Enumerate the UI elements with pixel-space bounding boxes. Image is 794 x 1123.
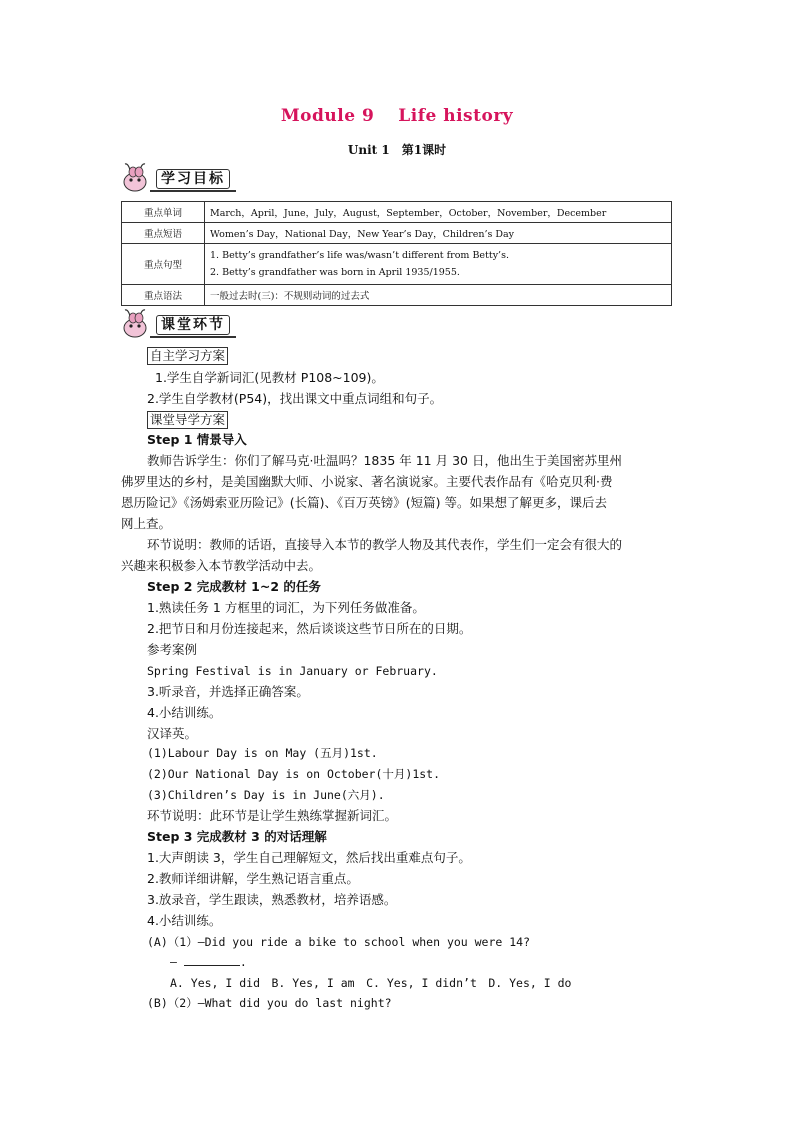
step-2-item-3: 3.听录音，并选择正确答案。 (147, 684, 309, 699)
step-2-note: 环节说明：此环节是让学生熟练掌握新词汇。 (147, 808, 398, 823)
self-study-item-2: 2.学生自学教材(P54)，找出课文中重点词组和句子。 (147, 391, 443, 406)
mascot-icon (120, 160, 150, 192)
step-2-item-4: 4.小结训练。 (147, 705, 222, 720)
guided-learning-plan-box: 课堂导学方案 (147, 411, 228, 429)
step-2-item-1: 1.熟读任务 1 方框里的词汇，为下列任务做准备。 (147, 600, 425, 615)
mascot-icon (120, 306, 150, 338)
self-study-item-1: 1.学生自学新词汇(见教材 P108~109)。 (155, 370, 384, 385)
class-session-label: 课堂环节 (150, 314, 236, 338)
learning-goals-table (121, 201, 672, 306)
step-2-reference-label: 参考案例 (147, 642, 198, 657)
step-3-item-4: 4.小结训练。 (147, 913, 222, 928)
goal-key: 重点单词 (122, 202, 205, 223)
page-title: Module 9 Life history (280, 106, 514, 126)
step-3-item-2: 2.教师详细讲解，学生熟记语言重点。 (147, 871, 359, 886)
answer-blank (184, 954, 240, 966)
step-3-item-3: 3.放录音，学生跟读，熟悉教材，培养语感。 (147, 892, 397, 907)
goal-key: 重点短语 (122, 223, 205, 244)
step-2-translate-label: 汉译英。 (147, 726, 198, 741)
table-row (122, 202, 672, 223)
exercise-a-question: (A)（1）—Did you ride a bike to school when you were 14? (147, 935, 531, 949)
step-3-item-1: 1.大声朗读 3，学生自己理解短文，然后找出重难点句子。 (147, 850, 471, 865)
step-1-paragraph-line-2: 佛罗里达的乡村，是美国幽默大师、小说家、著名演说家。主要代表作品有《哈克贝利·费 (121, 474, 613, 489)
table-row (122, 223, 672, 244)
class-session-badge (120, 310, 236, 338)
learning-goals-label: 学习目标 (150, 168, 236, 192)
table-row (122, 244, 672, 285)
sentence-pattern-2: 2. Betty’s grandfather was born in April 1935/1955. (210, 267, 460, 278)
sentence-pattern-1: 1. Betty’s grandfather’s life was/wasn’t different from Betty’s. (210, 250, 509, 261)
exercise-a-options: A. Yes, I did B. Yes, I am C. Yes, I didn’t D. Yes, I do (170, 976, 572, 990)
step-1-paragraph-line-1: 教师告诉学生：你们了解马克·吐温吗？1835 年 11 月 30 日，他出生于美国密苏里州 (147, 453, 622, 468)
goal-key: 重点语法 (122, 285, 205, 306)
learning-goals-badge (120, 164, 236, 192)
table-row (122, 285, 672, 306)
exercise-a-answer-line: — . (170, 955, 247, 969)
step-1-note-line-1: 环节说明：教师的话语，直接导入本节的教学人物及其代表作，学生们一定会有很大的 (147, 537, 623, 552)
step-2-item-2: 2.把节日和月份连接起来，然后谈谈这些节日所在的日期。 (147, 621, 472, 636)
goal-key: 重点句型 (122, 244, 205, 285)
step-2-question-2: (2)Our National Day is on October(十月)1st. (147, 767, 441, 781)
self-study-plan-box: 自主学习方案 (147, 347, 228, 365)
step-1-paragraph-line-3: 恩历险记》《汤姆索亚历险记》(长篇)、《百万英镑》(短篇) 等。如果想了解更多，课后去 (121, 495, 607, 510)
step-2-heading: Step 2 完成教材 1~2 的任务 (147, 579, 321, 594)
goal-value: 一般过去时(三)：不规则动词的过去式 (205, 285, 672, 306)
step-2-example: Spring Festival is in January or February. (147, 664, 438, 678)
step-3-heading: Step 3 完成教材 3 的对话理解 (147, 829, 327, 844)
step-1-note-line-2: 兴趣来积极参入本节教学活动中去。 (121, 558, 322, 573)
step-1-heading: Step 1 情景导入 (147, 432, 247, 447)
step-2-question-3: (3)Children’s Day is in June(六月). (147, 788, 385, 802)
page-subtitle: Unit 1 第1课时 (347, 143, 447, 157)
goal-value: Women’s Day，National Day，New Year’s Day，Children’s Day (205, 223, 672, 244)
step-2-question-1: (1)Labour Day is on May (五月)1st. (147, 746, 378, 760)
goal-value: March，April，June，July，August，September，October，November，December (205, 202, 672, 223)
goal-value (205, 244, 672, 285)
step-1-paragraph-line-4: 网上查。 (121, 516, 172, 531)
exercise-b-question: (B)（2）—What did you do last night? (147, 996, 392, 1010)
